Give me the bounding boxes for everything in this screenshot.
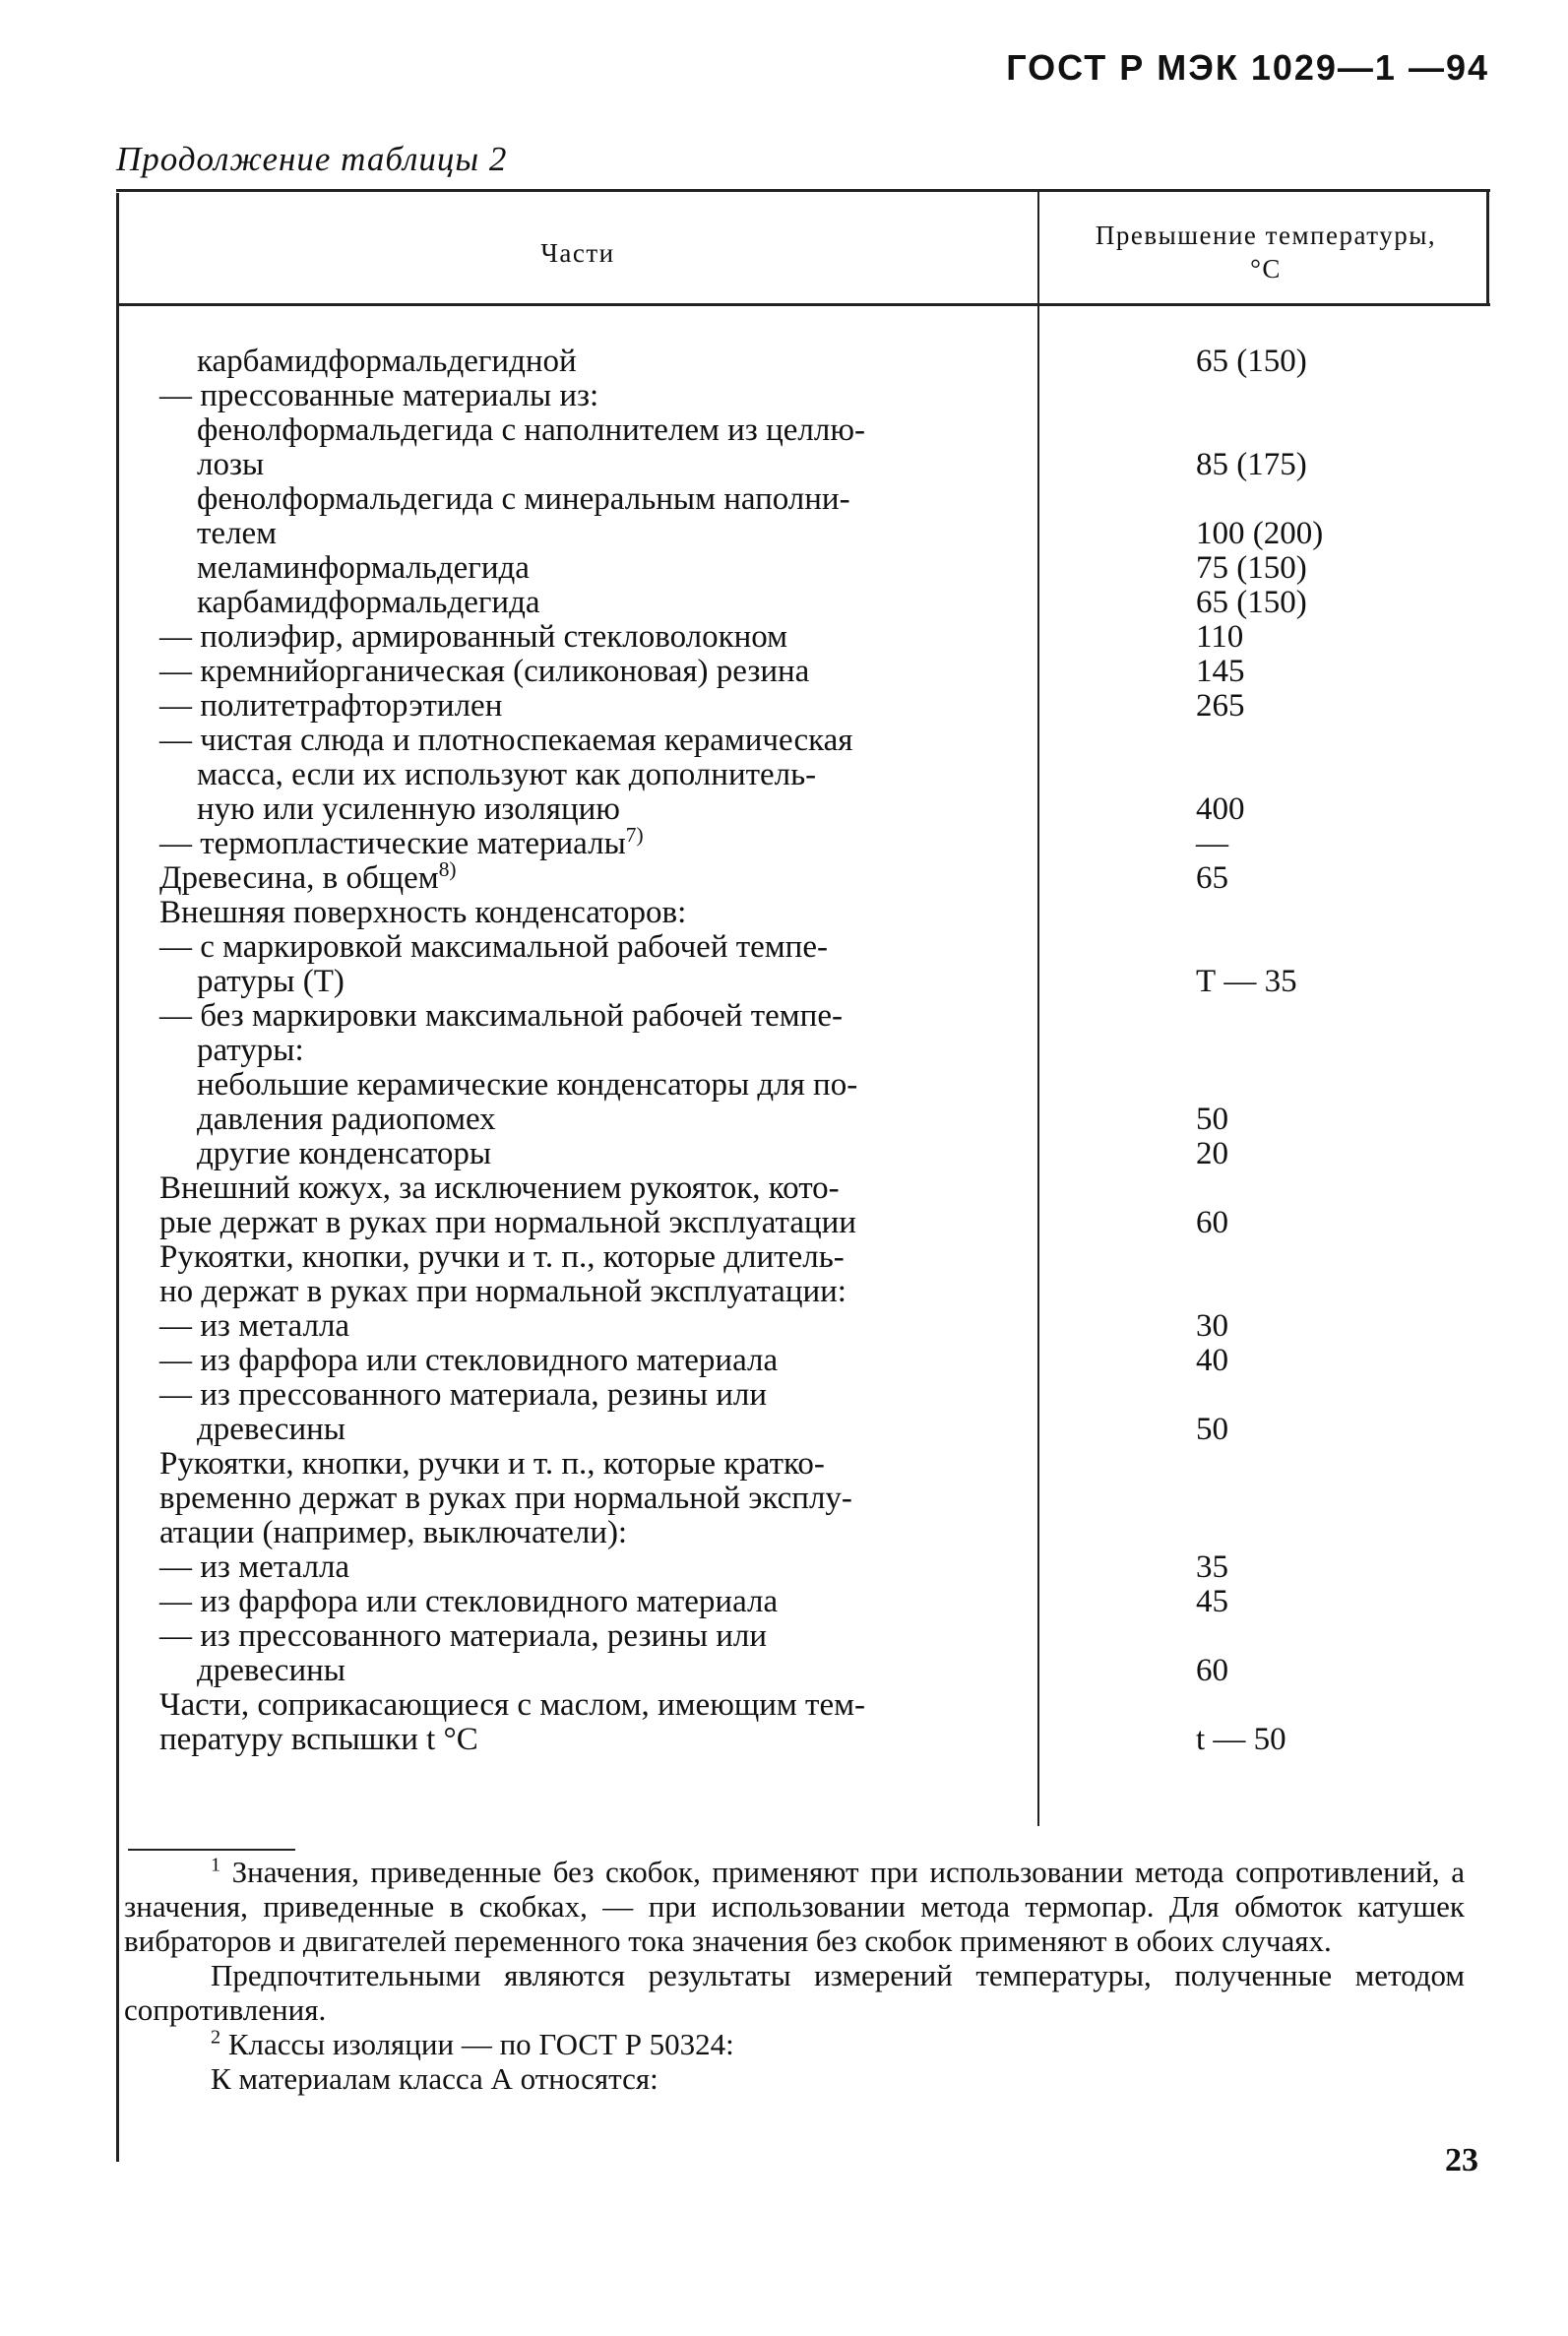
row-part-label: но держат в руках при нормальной эксплуатации:	[159, 1274, 847, 1309]
table-row	[148, 1482, 1467, 1516]
row-part-text	[148, 724, 1026, 758]
row-temperature-value: 40	[1196, 1343, 1228, 1378]
footnote-1	[124, 1855, 1465, 1958]
row-temperature-value: 65	[1196, 860, 1228, 896]
row-part-label: Внешний кожух, за исключением рукояток, кото-	[159, 1170, 840, 1206]
table-row	[148, 724, 1467, 758]
row-part-label: меламинформальдегида	[197, 550, 530, 586]
row-part-text	[148, 857, 1026, 896]
row-part-label: масса, если их используют как дополнитель-	[197, 757, 817, 792]
table-body	[148, 345, 1467, 1757]
row-temperature-value: t — 50	[1196, 1722, 1286, 1757]
table-row	[148, 345, 1467, 379]
row-part-text	[148, 655, 1026, 689]
table-row	[148, 1413, 1467, 1447]
column-header-temperature	[1043, 219, 1488, 285]
row-part-text	[148, 620, 1026, 655]
row-part-label: — из фарфора или стекловидного материала	[159, 1584, 779, 1619]
row-part-text	[148, 1619, 1026, 1654]
row-temperature-value: 45	[1196, 1584, 1228, 1619]
row-part-text	[148, 379, 1026, 413]
table-top-rule	[116, 189, 1490, 192]
row-part-label: фенолформальдегида с наполнителем из целлю-	[197, 412, 865, 448]
row-part-label: — из металла	[159, 1308, 350, 1344]
footnotes	[124, 1855, 1465, 2096]
row-part-text	[148, 792, 1063, 827]
row-part-label: Древесина, в общем	[159, 860, 439, 896]
footnote-1-text: Значения, приведенные без скобок, применяют при использовании метода сопротивлений, а значения, приведенные в скобках, — при использовании метода термопар. Для обмоток катушек вибраторов и двигателей переменного тока значения без скобок применяют в обоих случаях.	[124, 1855, 1465, 1958]
row-temperature-value: 65 (150)	[1196, 585, 1307, 620]
row-part-label: — из прессованного материала, резины или	[159, 1377, 768, 1413]
table-row	[148, 1275, 1467, 1309]
row-part-label: небольшие керамические конденсаторы для по-	[197, 1067, 858, 1103]
table-row	[148, 1585, 1467, 1619]
row-part-text	[148, 1137, 1063, 1171]
row-part-label: другие конденсаторы	[197, 1136, 492, 1171]
row-part-text	[148, 1240, 1026, 1275]
row-part-label: временно держат в руках при нормальной эксплу-	[159, 1481, 852, 1516]
row-temperature-value: Т — 35	[1196, 964, 1297, 999]
row-part-label: — из прессованного материала, резины или	[159, 1618, 768, 1654]
row-part-text	[148, 1378, 1026, 1413]
row-part-label: — кремнийорганическая (силиконовая) резина	[159, 654, 810, 689]
row-part-label: Рукоятки, кнопки, ручки и т. п., которые длитель-	[159, 1239, 845, 1275]
row-part-label: Части, соприкасающиеся с маслом, имеющим тем-	[159, 1687, 865, 1723]
table-row	[148, 792, 1467, 827]
table-row	[148, 1723, 1467, 1757]
row-part-label: — из металла	[159, 1549, 350, 1585]
table-row	[148, 999, 1467, 1034]
row-part-text	[148, 930, 1026, 965]
table-row	[148, 655, 1467, 689]
table-row	[148, 965, 1467, 999]
document-header: ГОСТ Р МЭК 1029—1 —94	[1006, 47, 1489, 88]
row-part-label: пературу вспышки t °С	[159, 1722, 478, 1757]
row-part-text	[148, 1103, 1063, 1137]
row-part-text	[148, 1034, 1063, 1068]
row-footnote-ref: 8)	[438, 857, 457, 881]
table-row	[148, 896, 1467, 930]
row-part-text	[148, 1275, 1026, 1309]
footnote-2-extra: К материалам класса А относятся:	[211, 2061, 659, 2096]
row-part-label: — прессованные материалы из:	[159, 378, 599, 413]
row-part-text	[148, 1068, 1063, 1103]
table-row	[148, 413, 1467, 448]
row-temperature-value: 30	[1196, 1308, 1228, 1344]
table-head-rule	[116, 303, 1490, 306]
table-row	[148, 1171, 1467, 1206]
row-part-text	[148, 689, 1026, 724]
row-temperature-value: 50	[1196, 1412, 1228, 1447]
row-temperature-value: 60	[1196, 1653, 1228, 1688]
table-row	[148, 1137, 1467, 1171]
row-part-label: — термопластические материалы	[159, 826, 626, 861]
row-part-text	[148, 965, 1063, 999]
row-temperature-value: —	[1196, 826, 1228, 861]
table-row	[148, 1550, 1467, 1585]
table-row	[148, 1034, 1467, 1068]
row-part-label: ную или усиленную изоляцию	[197, 791, 620, 827]
footnote-2-text: Классы изоляции — по ГОСТ Р 50324:	[227, 2027, 734, 2061]
table-row	[148, 517, 1467, 551]
table-row	[148, 930, 1467, 965]
table-row	[148, 1240, 1467, 1275]
row-part-text	[148, 1413, 1063, 1447]
column-header-parts: Части	[540, 238, 615, 268]
row-part-label: атации (например, выключатели):	[159, 1515, 628, 1550]
row-part-text	[148, 1550, 1026, 1585]
table-row	[148, 1378, 1467, 1413]
row-part-label: древесины	[197, 1412, 345, 1447]
table-row	[148, 1619, 1467, 1654]
row-part-text	[148, 1344, 1026, 1378]
column-header-temperature-line1: Превышение температуры,	[1095, 221, 1437, 250]
row-temperature-value: 50	[1196, 1102, 1228, 1137]
row-part-text	[148, 448, 1063, 482]
row-temperature-value: 265	[1196, 688, 1245, 724]
row-part-label: Рукоятки, кнопки, ручки и т. п., которые кратко-	[159, 1446, 825, 1482]
table-row	[148, 823, 1467, 861]
row-part-text	[148, 999, 1026, 1034]
table-row	[148, 482, 1467, 517]
row-part-label: — без маркировки максимальной рабочей темпе-	[159, 998, 843, 1034]
row-part-text	[148, 517, 1063, 551]
row-part-label: — чистая слюда и плотноспекаемая керамическая	[159, 723, 853, 758]
row-part-label: — с маркировкой максимальной рабочей темпе-	[159, 929, 828, 965]
table-row	[148, 1516, 1467, 1550]
row-part-label: лозы	[197, 447, 265, 482]
table-row	[148, 1654, 1467, 1688]
row-part-label: карбамидформальдегидной	[197, 344, 577, 379]
row-part-label: давления радиопомех	[197, 1102, 496, 1137]
table-row	[148, 620, 1467, 655]
page-number: 23	[1445, 2142, 1478, 2178]
row-part-text	[148, 1516, 1026, 1550]
row-temperature-value: 35	[1196, 1549, 1228, 1585]
table-continuation-caption: Продолжение таблицы 2	[116, 140, 508, 178]
table-row	[148, 689, 1467, 724]
table-row	[148, 1103, 1467, 1137]
row-part-text	[148, 758, 1063, 792]
footnote-1-extra: Предпочтительными являются результаты измерений температуры, полученные методом сопротивления.	[124, 1958, 1465, 2027]
row-temperature-value: 75 (150)	[1196, 550, 1307, 586]
row-part-label: телем	[197, 516, 278, 551]
table-row	[148, 1447, 1467, 1482]
row-part-text	[148, 823, 1026, 861]
table-row	[148, 1344, 1467, 1378]
row-part-text	[148, 1206, 1026, 1240]
row-part-text	[148, 1585, 1026, 1619]
row-part-text	[148, 413, 1063, 448]
footnote-rule	[128, 1849, 295, 1851]
table-row	[148, 758, 1467, 792]
table-row	[148, 857, 1467, 896]
row-part-text	[148, 1688, 1026, 1723]
row-part-label: карбамидформальдегида	[197, 585, 540, 620]
table-row	[148, 1688, 1467, 1723]
row-temperature-value: 65 (150)	[1196, 344, 1307, 379]
row-part-text	[148, 551, 1063, 586]
row-part-text	[148, 345, 1063, 379]
table-row	[148, 1206, 1467, 1240]
row-part-label: Внешняя поверхность конденсаторов:	[159, 895, 687, 930]
footnote-1-mark: 1	[211, 1854, 221, 1876]
row-temperature-value: 145	[1196, 654, 1245, 689]
row-part-text	[148, 1171, 1026, 1206]
table-row	[148, 1309, 1467, 1344]
row-temperature-value: 20	[1196, 1136, 1228, 1171]
row-part-text	[148, 1447, 1026, 1482]
row-temperature-value: 400	[1196, 791, 1245, 827]
row-part-label: ратуры:	[197, 1033, 304, 1068]
row-part-label: ратуры (Т)	[197, 964, 345, 999]
footnote-2-mark: 2	[211, 2026, 221, 2049]
row-part-label: — полиэфир, армированный стекловолокном	[159, 619, 788, 655]
row-part-text	[148, 1309, 1026, 1344]
row-temperature-value: 100 (200)	[1196, 516, 1324, 551]
row-part-text	[148, 1723, 1026, 1757]
row-part-text	[148, 896, 1026, 930]
row-part-label: — из фарфора или стекловидного материала	[159, 1343, 779, 1378]
row-part-label: — политетрафторэтилен	[159, 688, 503, 724]
row-part-text	[148, 586, 1063, 620]
row-temperature-value: 110	[1196, 619, 1244, 655]
column-header-temperature-unit: °С	[1250, 254, 1282, 284]
table-row	[148, 1068, 1467, 1103]
row-part-text	[148, 1654, 1063, 1688]
table-row	[148, 379, 1467, 413]
row-part-label: рые держат в руках при нормальной эксплуатации	[159, 1205, 856, 1240]
row-footnote-ref: 7)	[625, 823, 644, 847]
row-temperature-value: 85 (175)	[1196, 447, 1307, 482]
row-part-text	[148, 482, 1063, 517]
row-part-label: фенолформальдегида с минеральным наполни-	[197, 481, 850, 517]
table-row	[148, 448, 1467, 482]
table-row	[148, 551, 1467, 586]
row-part-text	[148, 1482, 1026, 1516]
row-part-label: древесины	[197, 1653, 345, 1688]
row-temperature-value: 60	[1196, 1205, 1228, 1240]
table-row	[148, 586, 1467, 620]
footnote-2	[124, 2027, 1465, 2061]
